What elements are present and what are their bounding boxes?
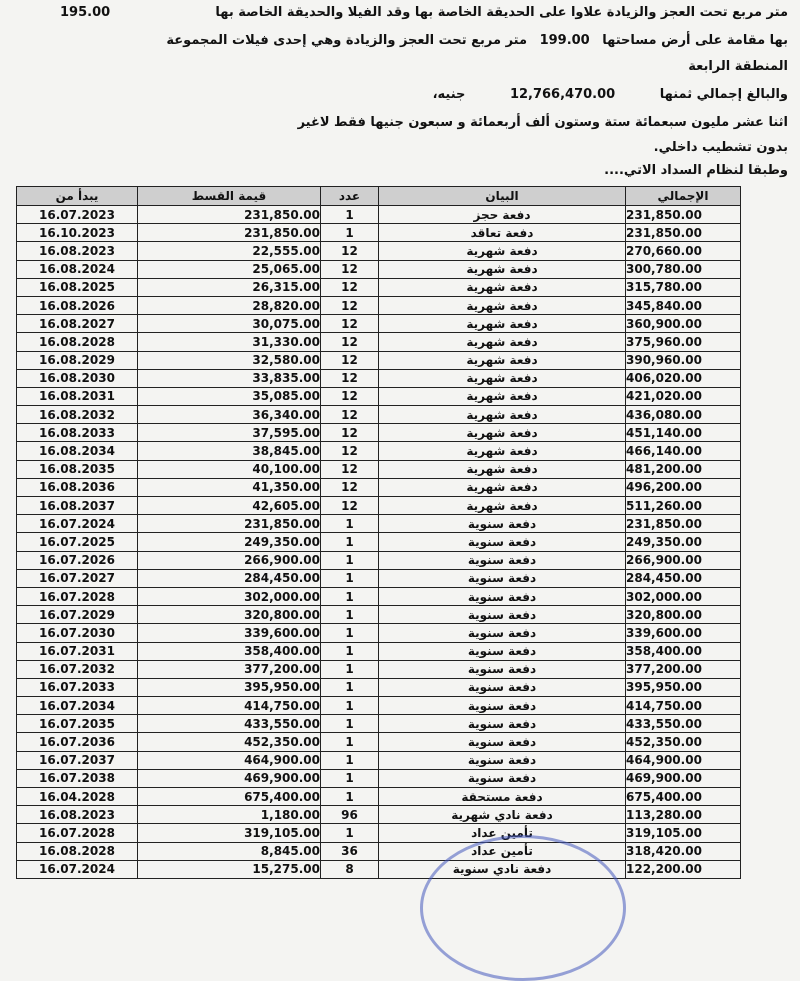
cell-total: 675,400.00: [626, 788, 741, 806]
total-price-value: 12,766,470.00: [509, 87, 616, 102]
table-row: [17, 387, 741, 405]
cell-start-date: 16.10.2023: [17, 224, 138, 242]
table-row: [17, 315, 741, 333]
cell-installment-amount: 38,845.00: [138, 442, 321, 460]
header-line-1: [14, 2, 788, 24]
cell-total: 266,900.00: [626, 551, 741, 569]
table-row: [17, 533, 741, 551]
cell-total: 406,020.00: [626, 369, 741, 387]
col-header-total: الإجمالي: [626, 187, 741, 206]
cell-count: 36: [321, 842, 379, 860]
cell-total: 345,840.00: [626, 296, 741, 314]
header-line-2: [14, 30, 788, 52]
cell-description: دفعة سنوية: [379, 660, 626, 678]
cell-total: 315,780.00: [626, 278, 741, 296]
cell-description: دفعة نادي سنوية: [379, 860, 626, 878]
cell-count: 1: [321, 587, 379, 605]
cell-description: دفعة حجز: [379, 206, 626, 224]
cell-count: 1: [321, 206, 379, 224]
cell-description: دفعة شهرية: [379, 497, 626, 515]
cell-description: دفعة شهرية: [379, 424, 626, 442]
table-row: [17, 296, 741, 314]
col-header-amount: قيمة القسط: [138, 187, 321, 206]
cell-installment-amount: 26,315.00: [138, 278, 321, 296]
cell-start-date: 16.08.2034: [17, 442, 138, 460]
cell-description: دفعة سنوية: [379, 715, 626, 733]
cell-total: 466,140.00: [626, 442, 741, 460]
cell-installment-amount: 358,400.00: [138, 642, 321, 660]
cell-description: دفعة شهرية: [379, 478, 626, 496]
cell-start-date: 16.07.2028: [17, 824, 138, 842]
cell-total: 300,780.00: [626, 260, 741, 278]
cell-count: 1: [321, 715, 379, 733]
cell-start-date: 16.08.2024: [17, 260, 138, 278]
col-header-start: يبدأ من: [17, 187, 138, 206]
table-row: [17, 697, 741, 715]
table-row: [17, 606, 741, 624]
cell-start-date: 16.07.2027: [17, 569, 138, 587]
cell-description: دفعة شهرية: [379, 406, 626, 424]
cell-total: 319,105.00: [626, 824, 741, 842]
header-line-3: [14, 56, 788, 78]
cell-count: 12: [321, 478, 379, 496]
cell-description: دفعة شهرية: [379, 333, 626, 351]
cell-count: 1: [321, 824, 379, 842]
cell-count: 1: [321, 697, 379, 715]
cell-description: دفعة سنوية: [379, 515, 626, 533]
cell-installment-amount: 231,850.00: [138, 515, 321, 533]
cell-installment-amount: 37,595.00: [138, 424, 321, 442]
table-row: [17, 715, 741, 733]
cell-start-date: 16.07.2036: [17, 733, 138, 751]
table-row: [17, 860, 741, 878]
cell-start-date: 16.08.2029: [17, 351, 138, 369]
cell-total: 113,280.00: [626, 806, 741, 824]
cell-count: 1: [321, 642, 379, 660]
cell-count: 12: [321, 260, 379, 278]
cell-total: 433,550.00: [626, 715, 741, 733]
table-row: [17, 824, 741, 842]
header-line-5: [14, 112, 788, 134]
table-row: [17, 678, 741, 696]
table-row: [17, 515, 741, 533]
cell-count: 1: [321, 551, 379, 569]
cell-description: تأمين عداد: [379, 824, 626, 842]
cell-description: دفعة تعاقد: [379, 224, 626, 242]
cell-installment-amount: 414,750.00: [138, 697, 321, 715]
cell-installment-amount: 377,200.00: [138, 660, 321, 678]
table-row: [17, 206, 741, 224]
price-in-words: اثنا عشر مليون سبعمائة ستة وستون ألف أربعمائة و سبعون جنيها فقط لاغير: [297, 115, 788, 130]
cell-total: 414,750.00: [626, 697, 741, 715]
cell-start-date: 16.07.2037: [17, 751, 138, 769]
cell-description: دفعة شهرية: [379, 369, 626, 387]
col-header-desc: البيان: [379, 187, 626, 206]
cell-count: 1: [321, 788, 379, 806]
cell-start-date: 16.08.2027: [17, 315, 138, 333]
cell-count: 12: [321, 351, 379, 369]
cell-total: 270,660.00: [626, 242, 741, 260]
cell-count: 12: [321, 406, 379, 424]
cell-installment-amount: 452,350.00: [138, 733, 321, 751]
cell-count: 12: [321, 315, 379, 333]
cell-total: 496,200.00: [626, 478, 741, 496]
cell-count: 12: [321, 278, 379, 296]
cell-count: 1: [321, 624, 379, 642]
cell-installment-amount: 433,550.00: [138, 715, 321, 733]
land-area-value: 199.00: [539, 33, 590, 48]
cell-total: 395,950.00: [626, 678, 741, 696]
cell-start-date: 16.08.2035: [17, 460, 138, 478]
cell-start-date: 16.08.2023: [17, 242, 138, 260]
cell-description: دفعة شهرية: [379, 242, 626, 260]
cell-installment-amount: 675,400.00: [138, 788, 321, 806]
cell-start-date: 16.07.2026: [17, 551, 138, 569]
cell-installment-amount: 1,180.00: [138, 806, 321, 824]
cell-total: 481,200.00: [626, 460, 741, 478]
cell-description: دفعة شهرية: [379, 315, 626, 333]
table-row: [17, 224, 741, 242]
cell-start-date: 16.07.2038: [17, 769, 138, 787]
cell-count: 1: [321, 769, 379, 787]
table-row: [17, 424, 741, 442]
total-price-label: والبالغ إجمالي ثمنها: [659, 87, 788, 102]
table-row: [17, 497, 741, 515]
cell-installment-amount: 231,850.00: [138, 206, 321, 224]
cell-total: 339,600.00: [626, 624, 741, 642]
cell-count: 1: [321, 660, 379, 678]
cell-start-date: 16.08.2028: [17, 842, 138, 860]
table-row: [17, 733, 741, 751]
cell-start-date: 16.08.2030: [17, 369, 138, 387]
table-row: [17, 460, 741, 478]
cell-total: 377,200.00: [626, 660, 741, 678]
cell-total: 390,960.00: [626, 351, 741, 369]
cell-description: دفعة سنوية: [379, 733, 626, 751]
table-row: [17, 569, 741, 587]
land-text-a: بها مقامة على أرض مساحتها: [602, 33, 788, 48]
cell-count: 96: [321, 806, 379, 824]
cell-total: 284,450.00: [626, 569, 741, 587]
cell-description: دفعة شهرية: [379, 278, 626, 296]
cell-count: 1: [321, 751, 379, 769]
cell-description: دفعة سنوية: [379, 697, 626, 715]
cell-start-date: 16.07.2034: [17, 697, 138, 715]
table-body: [17, 206, 741, 879]
cell-description: تأمين عداد: [379, 842, 626, 860]
cell-total: 231,850.00: [626, 224, 741, 242]
cell-start-date: 16.07.2033: [17, 678, 138, 696]
cell-installment-amount: 31,330.00: [138, 333, 321, 351]
cell-start-date: 16.08.2032: [17, 406, 138, 424]
cell-description: دفعة سنوية: [379, 587, 626, 605]
cell-start-date: 16.08.2025: [17, 278, 138, 296]
cell-installment-amount: 249,350.00: [138, 533, 321, 551]
cell-total: 231,850.00: [626, 206, 741, 224]
cell-count: 12: [321, 369, 379, 387]
cell-description: دفعة شهرية: [379, 260, 626, 278]
cell-installment-amount: 32,580.00: [138, 351, 321, 369]
cell-installment-amount: 22,555.00: [138, 242, 321, 260]
payment-plan-intro: وطبقا لنظام السداد الاتي....: [604, 163, 788, 178]
cell-description: دفعة شهرية: [379, 387, 626, 405]
cell-start-date: 16.07.2031: [17, 642, 138, 660]
cell-installment-amount: 8,845.00: [138, 842, 321, 860]
cell-description: دفعة نادي شهرية: [379, 806, 626, 824]
cell-installment-amount: 28,820.00: [138, 296, 321, 314]
cell-total: 436,080.00: [626, 406, 741, 424]
villa-area-text: متر مربع تحت العجز والزيادة علاوا على الحديقة الخاصة بها وقد الفيلا والحديقة الخاصة بها: [215, 5, 788, 20]
table-header-row: [17, 187, 741, 206]
table-row: [17, 842, 741, 860]
cell-description: دفعة مستحقة: [379, 788, 626, 806]
cell-description: دفعة شهرية: [379, 351, 626, 369]
cell-start-date: 16.08.2033: [17, 424, 138, 442]
cell-start-date: 16.08.2031: [17, 387, 138, 405]
cell-installment-amount: 302,000.00: [138, 587, 321, 605]
cell-count: 1: [321, 606, 379, 624]
cell-total: 360,900.00: [626, 315, 741, 333]
cell-description: دفعة سنوية: [379, 769, 626, 787]
table-row: [17, 260, 741, 278]
header-line-4: [14, 84, 788, 106]
cell-installment-amount: 319,105.00: [138, 824, 321, 842]
cell-installment-amount: 469,900.00: [138, 769, 321, 787]
cell-installment-amount: 42,605.00: [138, 497, 321, 515]
cell-count: 12: [321, 460, 379, 478]
land-text-b: متر مربع تحت العجز والزيادة وهي إحدى فيلات المجموعة: [166, 33, 528, 48]
cell-installment-amount: 40,100.00: [138, 460, 321, 478]
cell-total: 452,350.00: [626, 733, 741, 751]
cell-start-date: 16.08.2036: [17, 478, 138, 496]
table-row: [17, 624, 741, 642]
villa-area-value: 195.00: [60, 5, 111, 20]
cell-total: 318,420.00: [626, 842, 741, 860]
table-row: [17, 278, 741, 296]
header-line-6: [14, 137, 788, 159]
cell-installment-amount: 395,950.00: [138, 678, 321, 696]
cell-description: دفعة سنوية: [379, 751, 626, 769]
cell-count: 1: [321, 569, 379, 587]
cell-count: 8: [321, 860, 379, 878]
cell-installment-amount: 36,340.00: [138, 406, 321, 424]
cell-start-date: 16.07.2023: [17, 206, 138, 224]
cell-installment-amount: 25,065.00: [138, 260, 321, 278]
cell-total: 320,800.00: [626, 606, 741, 624]
cell-count: 12: [321, 296, 379, 314]
cell-installment-amount: 231,850.00: [138, 224, 321, 242]
table-row: [17, 769, 741, 787]
zone-text: المنطقة الرابعة: [688, 59, 788, 74]
cell-start-date: 16.07.2035: [17, 715, 138, 733]
cell-count: 1: [321, 224, 379, 242]
cell-start-date: 16.07.2029: [17, 606, 138, 624]
payment-schedule-table: [16, 186, 741, 879]
cell-start-date: 16.08.2037: [17, 497, 138, 515]
table-row: [17, 642, 741, 660]
cell-description: دفعة سنوية: [379, 642, 626, 660]
cell-count: 1: [321, 515, 379, 533]
cell-count: 12: [321, 442, 379, 460]
cell-start-date: 16.07.2024: [17, 515, 138, 533]
cell-description: دفعة سنوية: [379, 533, 626, 551]
table-row: [17, 351, 741, 369]
cell-start-date: 16.04.2028: [17, 788, 138, 806]
table-row: [17, 406, 741, 424]
cell-start-date: 16.07.2030: [17, 624, 138, 642]
finishing-note: بدون تشطيب داخلي.: [653, 140, 788, 155]
table-row: [17, 333, 741, 351]
cell-count: 12: [321, 424, 379, 442]
cell-installment-amount: 464,900.00: [138, 751, 321, 769]
cell-start-date: 16.08.2026: [17, 296, 138, 314]
cell-total: 421,020.00: [626, 387, 741, 405]
cell-start-date: 16.07.2025: [17, 533, 138, 551]
table-row: [17, 369, 741, 387]
cell-count: 12: [321, 333, 379, 351]
cell-description: دفعة سنوية: [379, 624, 626, 642]
cell-description: دفعة سنوية: [379, 606, 626, 624]
cell-count: 1: [321, 678, 379, 696]
cell-total: 375,960.00: [626, 333, 741, 351]
cell-description: دفعة سنوية: [379, 551, 626, 569]
table-row: [17, 788, 741, 806]
currency-text: جنيه،: [432, 87, 466, 102]
cell-installment-amount: 266,900.00: [138, 551, 321, 569]
cell-installment-amount: 33,835.00: [138, 369, 321, 387]
cell-description: دفعة شهرية: [379, 296, 626, 314]
cell-start-date: 16.08.2023: [17, 806, 138, 824]
cell-total: 302,000.00: [626, 587, 741, 605]
cell-description: دفعة شهرية: [379, 442, 626, 460]
cell-total: 464,900.00: [626, 751, 741, 769]
cell-installment-amount: 339,600.00: [138, 624, 321, 642]
table-row: [17, 242, 741, 260]
cell-start-date: 16.07.2028: [17, 587, 138, 605]
cell-start-date: 16.07.2032: [17, 660, 138, 678]
table-row: [17, 478, 741, 496]
cell-installment-amount: 320,800.00: [138, 606, 321, 624]
table-row: [17, 806, 741, 824]
cell-description: دفعة سنوية: [379, 678, 626, 696]
cell-count: 12: [321, 387, 379, 405]
cell-description: دفعة سنوية: [379, 569, 626, 587]
cell-installment-amount: 284,450.00: [138, 569, 321, 587]
cell-installment-amount: 15,275.00: [138, 860, 321, 878]
cell-installment-amount: 30,075.00: [138, 315, 321, 333]
cell-installment-amount: 41,350.00: [138, 478, 321, 496]
cell-total: 511,260.00: [626, 497, 741, 515]
table-row: [17, 442, 741, 460]
cell-description: دفعة شهرية: [379, 460, 626, 478]
cell-total: 358,400.00: [626, 642, 741, 660]
cell-total: 451,140.00: [626, 424, 741, 442]
table-row: [17, 751, 741, 769]
table-row: [17, 587, 741, 605]
cell-count: 1: [321, 733, 379, 751]
cell-total: 249,350.00: [626, 533, 741, 551]
cell-count: 1: [321, 533, 379, 551]
cell-total: 469,900.00: [626, 769, 741, 787]
header-line-7: [14, 160, 788, 182]
cell-count: 12: [321, 497, 379, 515]
table-row: [17, 660, 741, 678]
cell-start-date: 16.07.2024: [17, 860, 138, 878]
cell-start-date: 16.08.2028: [17, 333, 138, 351]
table-row: [17, 551, 741, 569]
cell-installment-amount: 35,085.00: [138, 387, 321, 405]
col-header-count: عدد: [321, 187, 379, 206]
cell-total: 231,850.00: [626, 515, 741, 533]
cell-total: 122,200.00: [626, 860, 741, 878]
cell-count: 12: [321, 242, 379, 260]
